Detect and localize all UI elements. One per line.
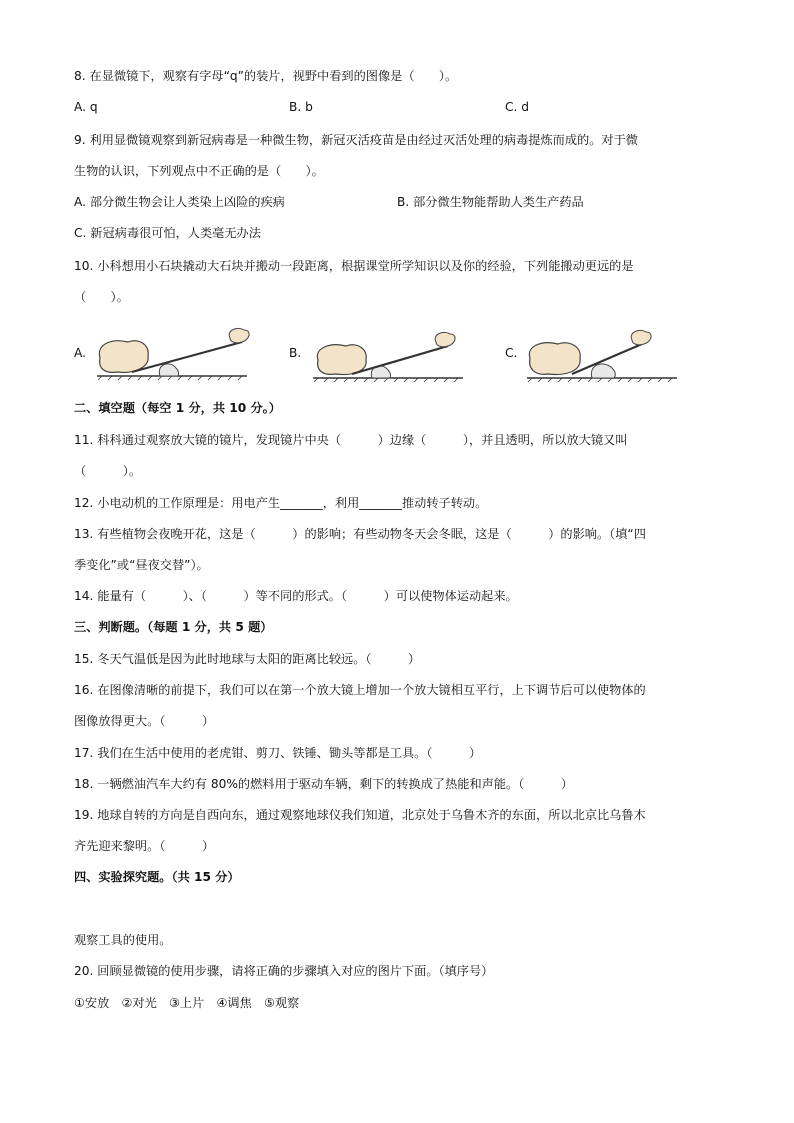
question-19-line-2: 齐先迎来黎明。（ ） — [74, 839, 215, 853]
lever-figure-c — [522, 322, 682, 382]
question-13-line-2: 季变化”或“昼夜交替”）。 — [74, 558, 209, 572]
question-9-line-1: 9. 利用显微镜观察到新冠病毒是一种微生物，新冠灭活疫苗是由经过灭活处理的病毒提炼而成的。对于微 — [74, 133, 638, 147]
question-16-line-1: 16. 在图像清晰的前提下，我们可以在第一个放大镜上增加一个放大镜相互平行，上下调节后可以使物体的 — [74, 683, 646, 697]
question-10-line-2: （ ）。 — [74, 290, 129, 304]
question-18-text: 18. 一辆燃油汽车大约有 80%的燃料用于驱动车辆，剩下的转换成了热能和声能。（ ） — [74, 777, 574, 791]
question-9-option-c: C. 新冠病毒很可怕，人类毫无办法 — [74, 226, 261, 240]
question-16-line-2: 图像放得更大。（ ） — [74, 714, 215, 728]
question-14-text: 14. 能量有（ ）、（ ）等不同的形式。（ ）可以使物体运动起来。 — [74, 589, 518, 603]
section-4-intro: 观察工具的使用。 — [74, 933, 172, 947]
question-9-option-a: A. 部分微生物会让人类染上凶险的疾病 — [74, 195, 285, 209]
question-8-option-a: A. q — [74, 100, 98, 114]
question-8-option-b: B. b — [289, 100, 313, 114]
question-12-text: 12. 小电动机的工作原理是：用电产生_______，利用_______推动转子转动。 — [74, 496, 488, 510]
question-8-text: 8. 在显微镜下，观察有字母“q”的装片，视野中看到的图像是（ ）。 — [74, 69, 458, 83]
question-10-option-a-label: A. — [74, 346, 86, 360]
lever-figure-b — [308, 322, 468, 382]
question-17-text: 17. 我们在生活中使用的老虎钳、剪刀、铁锤、锄头等都是工具。（ ） — [74, 746, 482, 760]
question-11-line-1: 11. 科科通过观察放大镜的镜片，发现镜片中央（ ）边缘（ ），并且透明，所以放大镜又叫 — [74, 433, 628, 447]
question-11-line-2: （ ）。 — [74, 464, 142, 478]
question-8-option-c: C. d — [505, 100, 529, 114]
question-10-option-c-label: C. — [505, 346, 518, 360]
question-9-option-b: B. 部分微生物能帮助人类生产药品 — [397, 195, 584, 209]
question-20-text: 20. 回顾显微镜的使用步骤，请将正确的步骤填入对应的图片下面。（填序号） — [74, 964, 494, 978]
question-9-line-2: 生物的认识，下列观点中不正确的是（ ）。 — [74, 164, 324, 178]
question-20-steps: ①安放 ②对光 ③上片 ④调焦 ⑤观察 — [74, 996, 300, 1010]
question-15-text: 15. 冬天气温低是因为此时地球与太阳的距离比较远。（ ） — [74, 652, 421, 666]
section-4-heading: 四、实验探究题。（共 15 分） — [74, 870, 240, 884]
section-3-heading: 三、判断题。（每题 1 分，共 5 题） — [74, 620, 273, 634]
section-2-heading: 二、填空题（每空 1 分，共 10 分。） — [74, 401, 281, 415]
question-19-line-1: 19. 地球自转的方向是自西向东，通过观察地球仪我们知道，北京处于乌鲁木齐的东面，所以北京比乌鲁木 — [74, 808, 646, 822]
question-13-line-1: 13. 有些植物会夜晚开花，这是（ ）的影响；有些动物冬天会冬眠，这是（ ）的影响。（填“四 — [74, 527, 646, 541]
question-10-line-1: 10. 小科想用小石块撬动大石块并搬动一段距离，根据课堂所学知识以及你的经验，下列能搬动更远的是 — [74, 259, 634, 273]
lever-figure-a — [92, 322, 252, 382]
question-10-option-b-label: B. — [289, 346, 302, 360]
